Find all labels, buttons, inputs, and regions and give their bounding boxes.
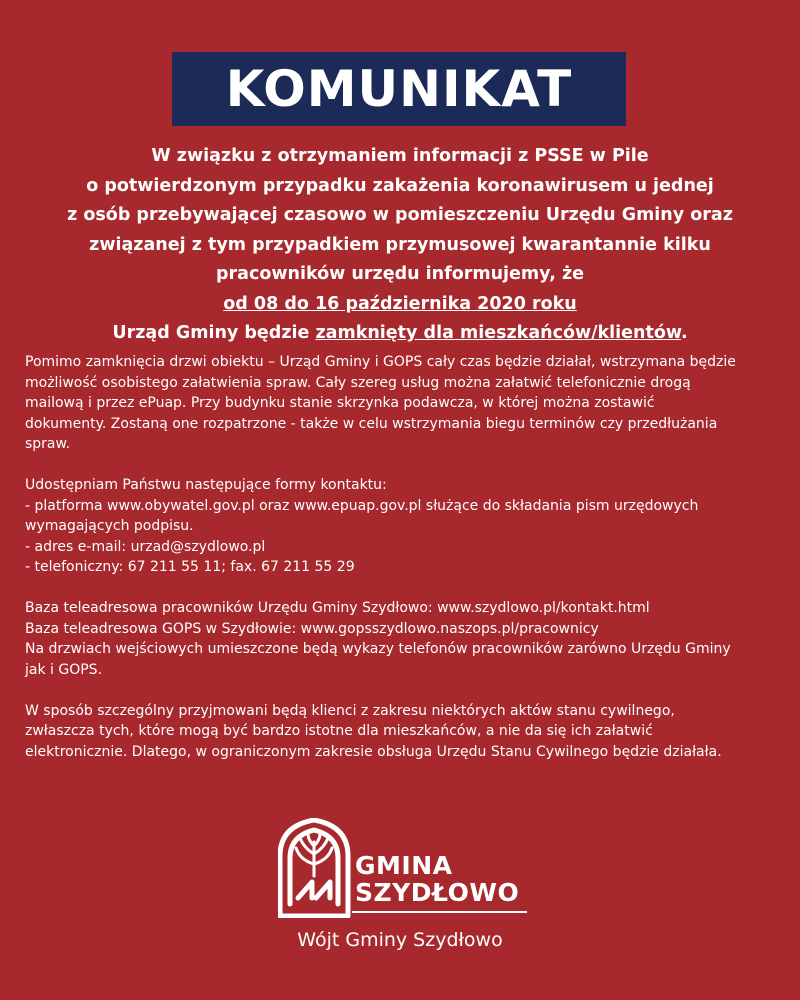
text-line: mailową i przez ePuap. Przy budynku stanie skrzynka podawcza, w której można zostawić [25,395,655,411]
signature: Wójt Gminy Szydłowo [297,929,503,951]
text-line: możliwość osobistego załatwienia spraw. Cały szereg usług można załatwić telefonicznie drogą [25,374,691,391]
closure-dates: od 08 do 16 października 2020 roku [223,293,577,314]
headline-line: z osób przebywającej czasowo w pomieszczeniu Urzędu Gminy oraz [67,205,733,225]
headline-line: związanej z tym przypadkiem przymusowej kwarantannie kilku [89,234,711,255]
closure-status: zamknięty dla mieszkańców/klientów [315,323,681,343]
text-line: Baza teleadresowa GOPS w Szydłowie: www.gopsszydlowo.naszops.pl/pracownicy [25,620,599,637]
headline-line: o potwierdzonym przypadku zakażenia koronawirusem u jednej [86,175,714,196]
logo-line-gmina: GMINA [355,851,453,880]
paragraph-directories [25,598,780,680]
text-line: spraw. [25,436,71,452]
closure-suffix: . [680,323,688,343]
title-banner [172,52,626,126]
headline-line: pracowników urzędu informujemy, że [215,264,585,284]
logo-line-szydlowo: SZYDŁOWO [355,878,520,907]
text-line: Na drzwiach wejściowych umieszczone będą wykazy telefonów pracowników zarówno Urzędu Gminy [25,641,731,657]
paragraph-civil-registry [25,701,780,763]
text-line: zwłaszcza tych, które mogą być bardzo istotne dla mieszkańców, a nie da się ich załatwić [25,723,653,739]
logo-divider [352,911,527,913]
text-line: W sposób szczególny przyjmowani będą klienci z zakresu niektórych aktów stanu cywilnego, [25,702,675,719]
text-line: - telefoniczny: 67 211 55 11; fax. 67 211 55 29 [25,559,355,575]
body-text [25,352,780,783]
text-line: wymagających podpisu. [25,518,194,534]
paragraph-contact-forms [25,475,780,578]
text-line: - adres e-mail: urzad@szydlowo.pl [25,538,266,555]
text-line: dokumenty. Zostaną one rozpatrzone - także w celu wstrzymania biegu terminów czy przedłużania [25,415,718,432]
page-title: KOMUNIKAT [225,60,573,118]
headline-line: W związku z otrzymaniem informacji z PSSE w Pile [151,146,649,166]
text-line: elektronicznie. Dlatego, w ograniczonym zakresie obsługa Urzędu Stanu Cywilnego będzie działała. [25,743,722,760]
logo-wordmark [355,852,530,906]
text-line: Baza teleadresowa pracowników Urzędu Gminy Szydłowo: www.szydlowo.pl/kontakt.html [25,600,650,616]
text-line: jak i GOPS. [25,661,103,678]
text-line: Udostępniam Państwu następujące formy kontaktu: [25,477,387,493]
headline [14,142,786,349]
text-line: - platforma www.obywatel.gov.pl oraz www.epuap.gov.pl służące do składania pism urzędowych [25,497,699,514]
headline-line [14,319,786,349]
paragraph-closure-info [25,352,780,455]
text-line: Pomimo zamknięcia drzwi obiektu – Urząd Gminy i GOPS cały czas będzie działał, wstrzymana będzie [25,354,736,370]
closure-prefix: Urząd Gminy będzie [112,323,316,343]
